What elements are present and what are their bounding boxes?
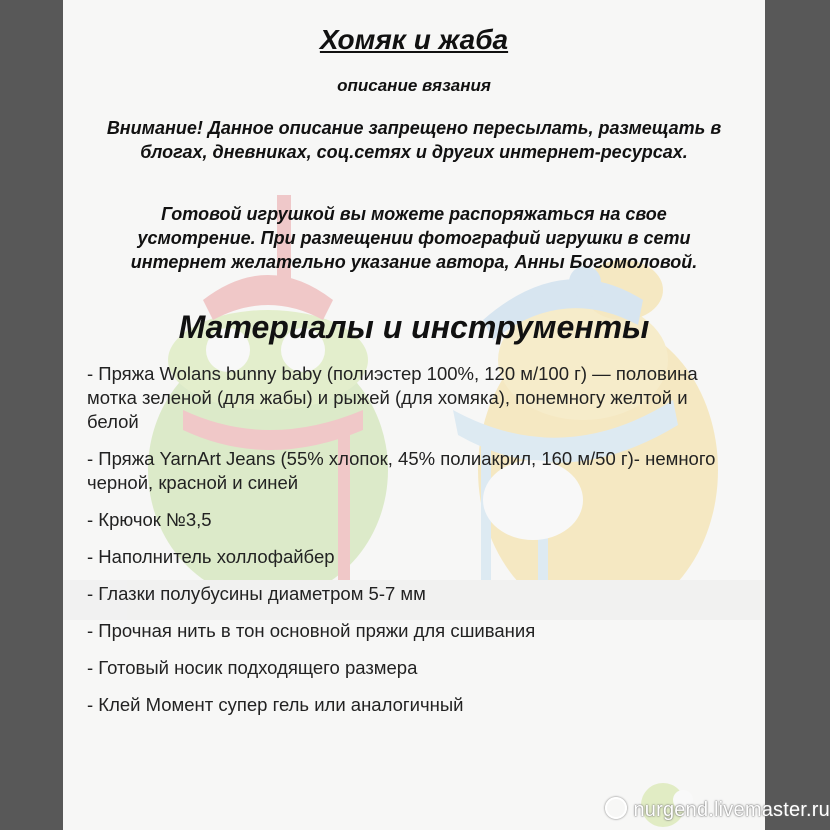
document-page: [63, 0, 765, 830]
list-item: - Наполнитель холлофайбер: [87, 546, 335, 567]
watermark-text: nurgend.livemaster.ru: [633, 799, 830, 821]
watermark: [605, 797, 830, 822]
list-item: - Клей Момент супер гель или аналогичный: [87, 694, 464, 715]
list-item: - Пряжа YarnArt Jeans (55% хлопок, 45% полиакрил, 160 м/50 г)- немного черной, красной и синей: [87, 448, 716, 493]
flower-icon: [605, 797, 627, 819]
section-heading: Материалы и инструменты: [178, 309, 650, 345]
list-item: - Пряжа Wolans bunny baby (полиэстер 100%, 120 м/100 г) — половина мотка зеленой (для жабы) и рыжей (для хомяка), понемногу желтой и белой: [87, 363, 698, 432]
document-subtitle: описание вязания: [337, 76, 491, 95]
list-item: - Глазки полубусины диаметром 5-7 мм: [87, 583, 426, 604]
list-item: - Прочная нить в тон основной пряжи для сшивания: [87, 620, 536, 641]
usage-notice: Готовой игрушкой вы можете распоряжаться на свое усмотрение. При размещении фотографий игрушки в сети интернет желательно указание автора, Анны Богомоловой.: [130, 204, 698, 272]
list-item: - Готовый носик подходящего размера: [87, 657, 418, 678]
document-title: Хомяк и жаба: [319, 24, 509, 55]
materials-list: [87, 362, 737, 730]
copyright-notice: Внимание! Данное описание запрещено пересылать, размещать в блогах, дневниках, соц.сетях и других интернет-ресурсах.: [106, 118, 722, 162]
list-item: - Крючок №3,5: [87, 509, 212, 530]
